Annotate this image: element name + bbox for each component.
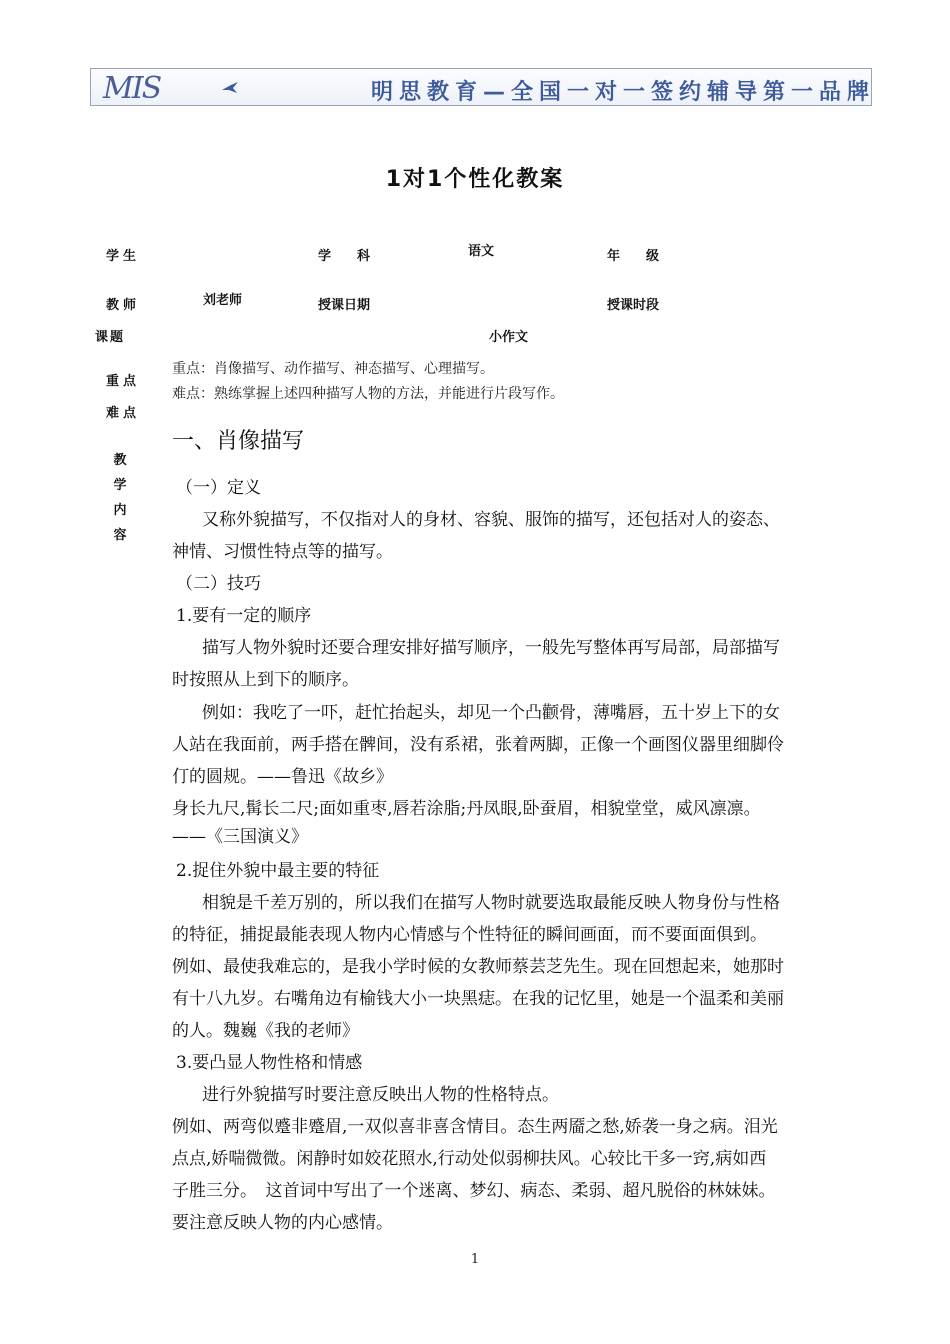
paragraph-line: 神情、习惯性特点等的描写。: [172, 542, 393, 562]
paragraph-line: 的特征，捕捉最能表现人物内心情感与个性特征的瞬间画面，而不要面面俱到。: [172, 925, 767, 945]
banner-slogan: 明思教育—全国一对一签约辅导第一品牌: [371, 80, 876, 105]
content-label-char: 教: [113, 453, 127, 468]
subheading: 2.捉住外貌中最主要的特征: [176, 861, 380, 881]
header-banner: [90, 68, 876, 106]
paragraph-line: 要注意反映人物的内心感情。: [172, 1213, 393, 1233]
subheading: 3.要凸显人物性格和情感: [176, 1053, 363, 1073]
teaching-content-label: [113, 448, 127, 548]
page-title: 1对1个性化教案: [385, 167, 565, 192]
subheading: （一）定义: [176, 478, 261, 498]
content-label-char: 学: [113, 478, 127, 493]
bird-icon: [221, 81, 239, 95]
paragraph-line: 的人。魏巍《我的老师》: [172, 1021, 359, 1041]
paragraph-line: 例如、两弯似蹙非蹙眉,一双似喜非喜含情目。态生两靥之愁,娇袭一身之病。泪光: [172, 1117, 778, 1137]
subject-value: 语文: [468, 244, 495, 259]
paragraph-line: 又称外貌描写，不仅指对人的身材、容貌、服饰的描写，还包括对人的姿态、: [202, 510, 780, 530]
content-label-char: 容: [113, 528, 127, 543]
paragraph-line: 点点,娇喘微微。闲静时如姣花照水,行动处似弱柳扶风。心较比干多一窍,病如西: [172, 1149, 767, 1169]
paragraph-line: ——《三国演义》: [172, 827, 308, 847]
grade-label: 年 级: [607, 249, 660, 264]
period-label: 授课时段: [607, 298, 660, 313]
paragraph-line: 描写人物外貌时还要合理安排好描写顺序，一般先写整体再写局部，局部描写: [202, 638, 780, 658]
student-label: 学生: [106, 249, 141, 264]
date-label: 授课日期: [318, 298, 371, 313]
difficult-label: 难点: [106, 406, 141, 421]
paragraph-line: 有十八九岁。右嘴角边有榆钱大小一块黑痣。在我的记忆里，她是一个温柔和美丽: [172, 989, 784, 1009]
subject-label: 学 科: [318, 249, 371, 264]
paragraph-line: 身长九尺,髯长二尺;面如重枣,唇若涂脂;丹凤眼,卧蚕眉，相貌堂堂，威风凛凛。: [172, 799, 761, 819]
paragraph-line: 例如：我吃了一吓，赶忙抬起头，却见一个凸颧骨，薄嘴唇，五十岁上下的女: [202, 703, 780, 723]
paragraph-line: 时按照从上到下的顺序。: [172, 670, 359, 690]
subheading: （二）技巧: [176, 574, 261, 594]
topic-value: 小作文: [489, 330, 529, 345]
page-number: 1: [470, 1252, 480, 1267]
subheading: 1.要有一定的顺序: [176, 606, 312, 626]
brand-logo: MIS: [103, 71, 161, 106]
key-label: 重点: [106, 374, 141, 389]
paragraph-line: 例如、最使我难忘的，是我小学时候的女教师蔡芸芝先生。现在回想起来，她那时: [172, 957, 784, 977]
teacher-label: 教师: [106, 298, 141, 313]
paragraph-line: 进行外貌描写时要注意反映出人物的性格特点。: [202, 1085, 559, 1105]
section-heading: 一、肖像描写: [172, 429, 305, 454]
paragraph-line: 相貌是千差万别的，所以我们在描写人物时就要选取最能反映人物身份与性格: [202, 893, 780, 913]
key-points: 重点：肖像描写、动作描写、神态描写、心理描写。: [172, 361, 494, 377]
paragraph-line: 子胜三分。 这首词中写出了一个迷离、梦幻、病态、柔弱、超凡脱俗的林妹妹。: [172, 1181, 776, 1201]
paragraph-line: 仃的圆规。——鲁迅《故乡》: [172, 767, 393, 787]
paragraph-line: 人站在我面前，两手搭在髀间，没有系裙，张着两脚，正像一个画图仪器里细脚伶: [172, 735, 784, 755]
teacher-value: 刘老师: [203, 293, 243, 308]
difficult-points: 难点：熟练掌握上述四种描写人物的方法，并能进行片段写作。: [172, 386, 564, 402]
content-label-char: 内: [113, 503, 127, 518]
topic-label: 课题: [95, 330, 126, 345]
